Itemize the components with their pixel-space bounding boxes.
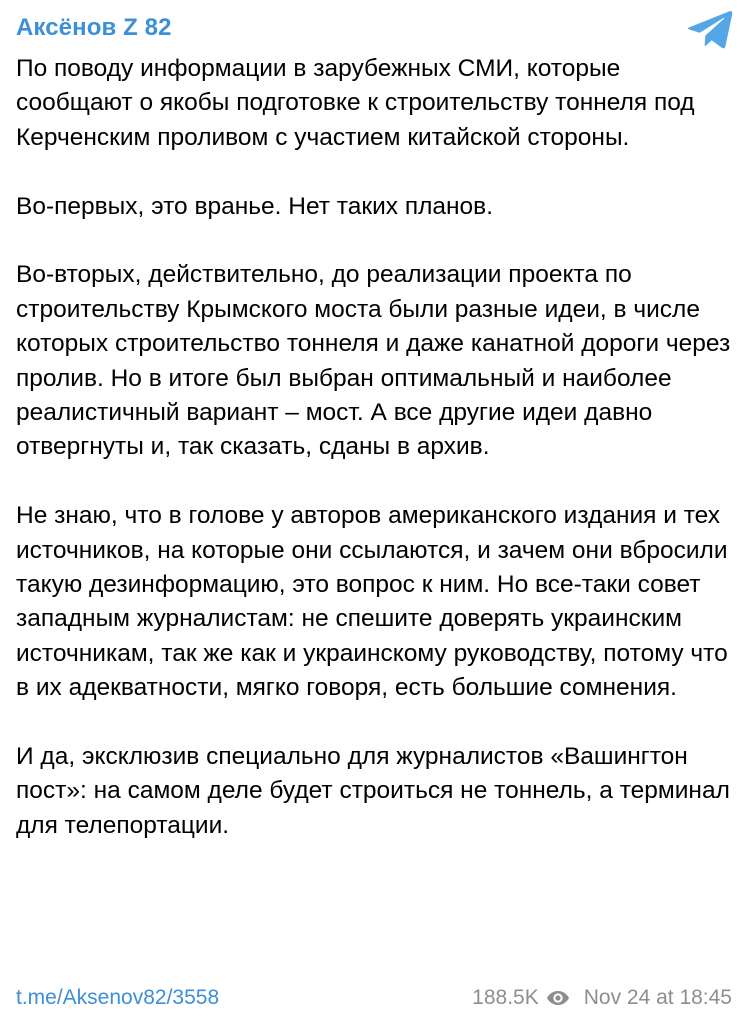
post-date: Nov 24 at 18:45 bbox=[583, 986, 732, 1009]
message-paragraph: И да, эксклюзив специально для журналистов «Вашингтон пост»: на самом деле будет строиться не тоннель, а терминал для телепортации. bbox=[16, 743, 730, 839]
post-link[interactable]: t.me/Aksenov82/3558 bbox=[16, 986, 220, 1009]
views-count: 188.5K bbox=[472, 986, 539, 1009]
message-paragraph: По поводу информации в зарубежных СМИ, которые сообщают о якобы подготовке к строительству тоннеля под Керченским проливом с участием китайской стороны. bbox=[16, 55, 695, 151]
message-text bbox=[16, 52, 736, 843]
message-paragraph: Не знаю, что в голове у авторов американского издания и тех источников, на которые они ссылаются, и зачем они вбросили такую дезинформацию, это вопрос к ним. Но все-таки совет западным журналистам: не спешите доверять украинским источникам, так же как и украинскому руководству, потому что в их адекватности, мягко говоря, есть большие сомнения. bbox=[16, 502, 728, 702]
post-meta bbox=[472, 983, 732, 1013]
message-paragraph: Во-вторых, действительно, до реализации проекта по строительству Крымского моста были разные идеи, в числе которых строительство тоннеля и даже канатной дороги через пролив. Но в итоге был выбран оптимальный и наиболее реалистичный вариант – мост. А все другие идеи давно отвергнуты и, так сказать, сданы в архив. bbox=[16, 261, 731, 461]
eye-icon bbox=[546, 990, 570, 1006]
message-paragraph: Во-первых, это вранье. Нет таких планов. bbox=[16, 192, 494, 220]
telegram-icon[interactable] bbox=[687, 9, 733, 49]
channel-name-link[interactable]: Аксёнов Z 82 bbox=[16, 14, 172, 41]
post-footer bbox=[16, 983, 732, 1013]
